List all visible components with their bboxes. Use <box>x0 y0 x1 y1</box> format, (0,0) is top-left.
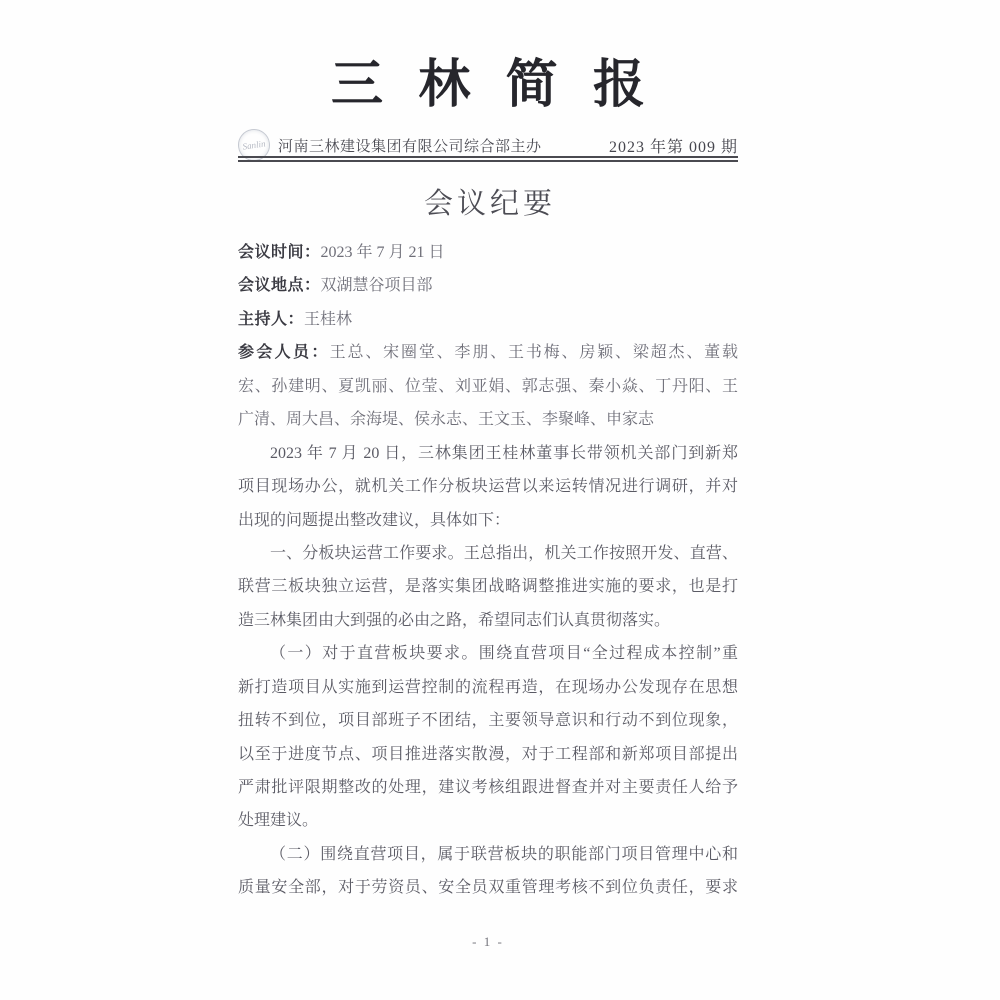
participants-names-1: 王总、宋圈堂、李朋、王书梅、房颖、梁超杰、董载 <box>329 344 738 362</box>
bulletin-masthead-title: 三林简报 <box>330 57 681 114</box>
issue-number: 2023 年第 009 期 <box>608 138 738 156</box>
participants-line-1 <box>238 336 738 369</box>
meeting-host-label: 主持人： <box>238 310 305 328</box>
paragraph-line: 以至于进度节点、项目推进落实散漫，对于工程部和新郑项目部提出 <box>238 745 738 763</box>
document-title: 会议纪要 <box>423 188 556 220</box>
paragraph-line: （二）围绕直营项目，属于联营板块的职能部门项目管理中心和 <box>270 845 738 863</box>
meeting-time-row <box>238 236 738 269</box>
paragraph-line: 2023 年 7 月 20 日，三林集团王桂林董事长带领机关部门到新郑 <box>270 444 738 462</box>
paragraph-line: 项目现场办公，就机关工作分板块运营以来运转情况进行调研，并对 <box>238 478 738 496</box>
sanlin-logo-stamp-icon: Sanlin <box>236 127 272 163</box>
meeting-place-row <box>238 269 738 302</box>
paragraph-line: 出现的问题提出整改建议，具体如下： <box>238 511 511 529</box>
paragraph-line: 造三林集团由大到强的必由之路，希望同志们认真贯彻落实。 <box>238 611 671 629</box>
meeting-host-row <box>238 303 738 336</box>
paragraph-line: 处理建议。 <box>238 812 319 830</box>
paragraph-line: （一）对于直营板块要求。围绕直营项目“全过程成本控制”重 <box>270 645 738 663</box>
paragraph-line: 质量安全部，对于劳资员、安全员双重管理考核不到位负责任，要求 <box>238 879 738 897</box>
paragraph-line: 严肃批评限期整改的处理，建议考核组跟进督查并对主要责任人给予 <box>238 779 738 796</box>
paragraph-line: 一、分板块运营工作要求。王总指出，机关工作按照开发、直营、 <box>270 544 738 562</box>
page-number: - 1 - <box>472 934 504 949</box>
masthead-divider-rule <box>238 156 738 162</box>
paragraph-line: 联营三板块独立运营，是落实集团战略调整推进实施的要求，也是打 <box>238 578 738 596</box>
paragraph-line: 新打造项目从实施到运营控制的流程再造，在现场办公发现存在思想 <box>238 678 738 696</box>
participants-line-3: 广清、周大昌、余海堤、侯永志、王文玉、李聚峰、申家志 <box>238 411 655 429</box>
paragraph-line: 扭转不到位，项目部班子不团结，主要领导意识和行动不到位现象， <box>238 712 738 730</box>
document-body <box>238 236 738 905</box>
meeting-host-value: 王桂林 <box>304 310 353 328</box>
participants-line-2: 宏、孙建明、夏凯丽、位莹、刘亚娟、郭志强、秦小焱、丁丹阳、王 <box>238 377 738 395</box>
meeting-place-label: 会议地点： <box>238 277 321 295</box>
meeting-place-value: 双湖慧谷项目部 <box>320 277 433 295</box>
participants-label: 参会人员： <box>238 344 330 362</box>
meeting-time-label: 会议时间： <box>238 244 321 261</box>
meeting-time-value: 2023 年 7 月 21 日 <box>320 244 445 261</box>
publisher-text: 河南三林建设集团有限公司综合部主办 <box>278 138 542 155</box>
